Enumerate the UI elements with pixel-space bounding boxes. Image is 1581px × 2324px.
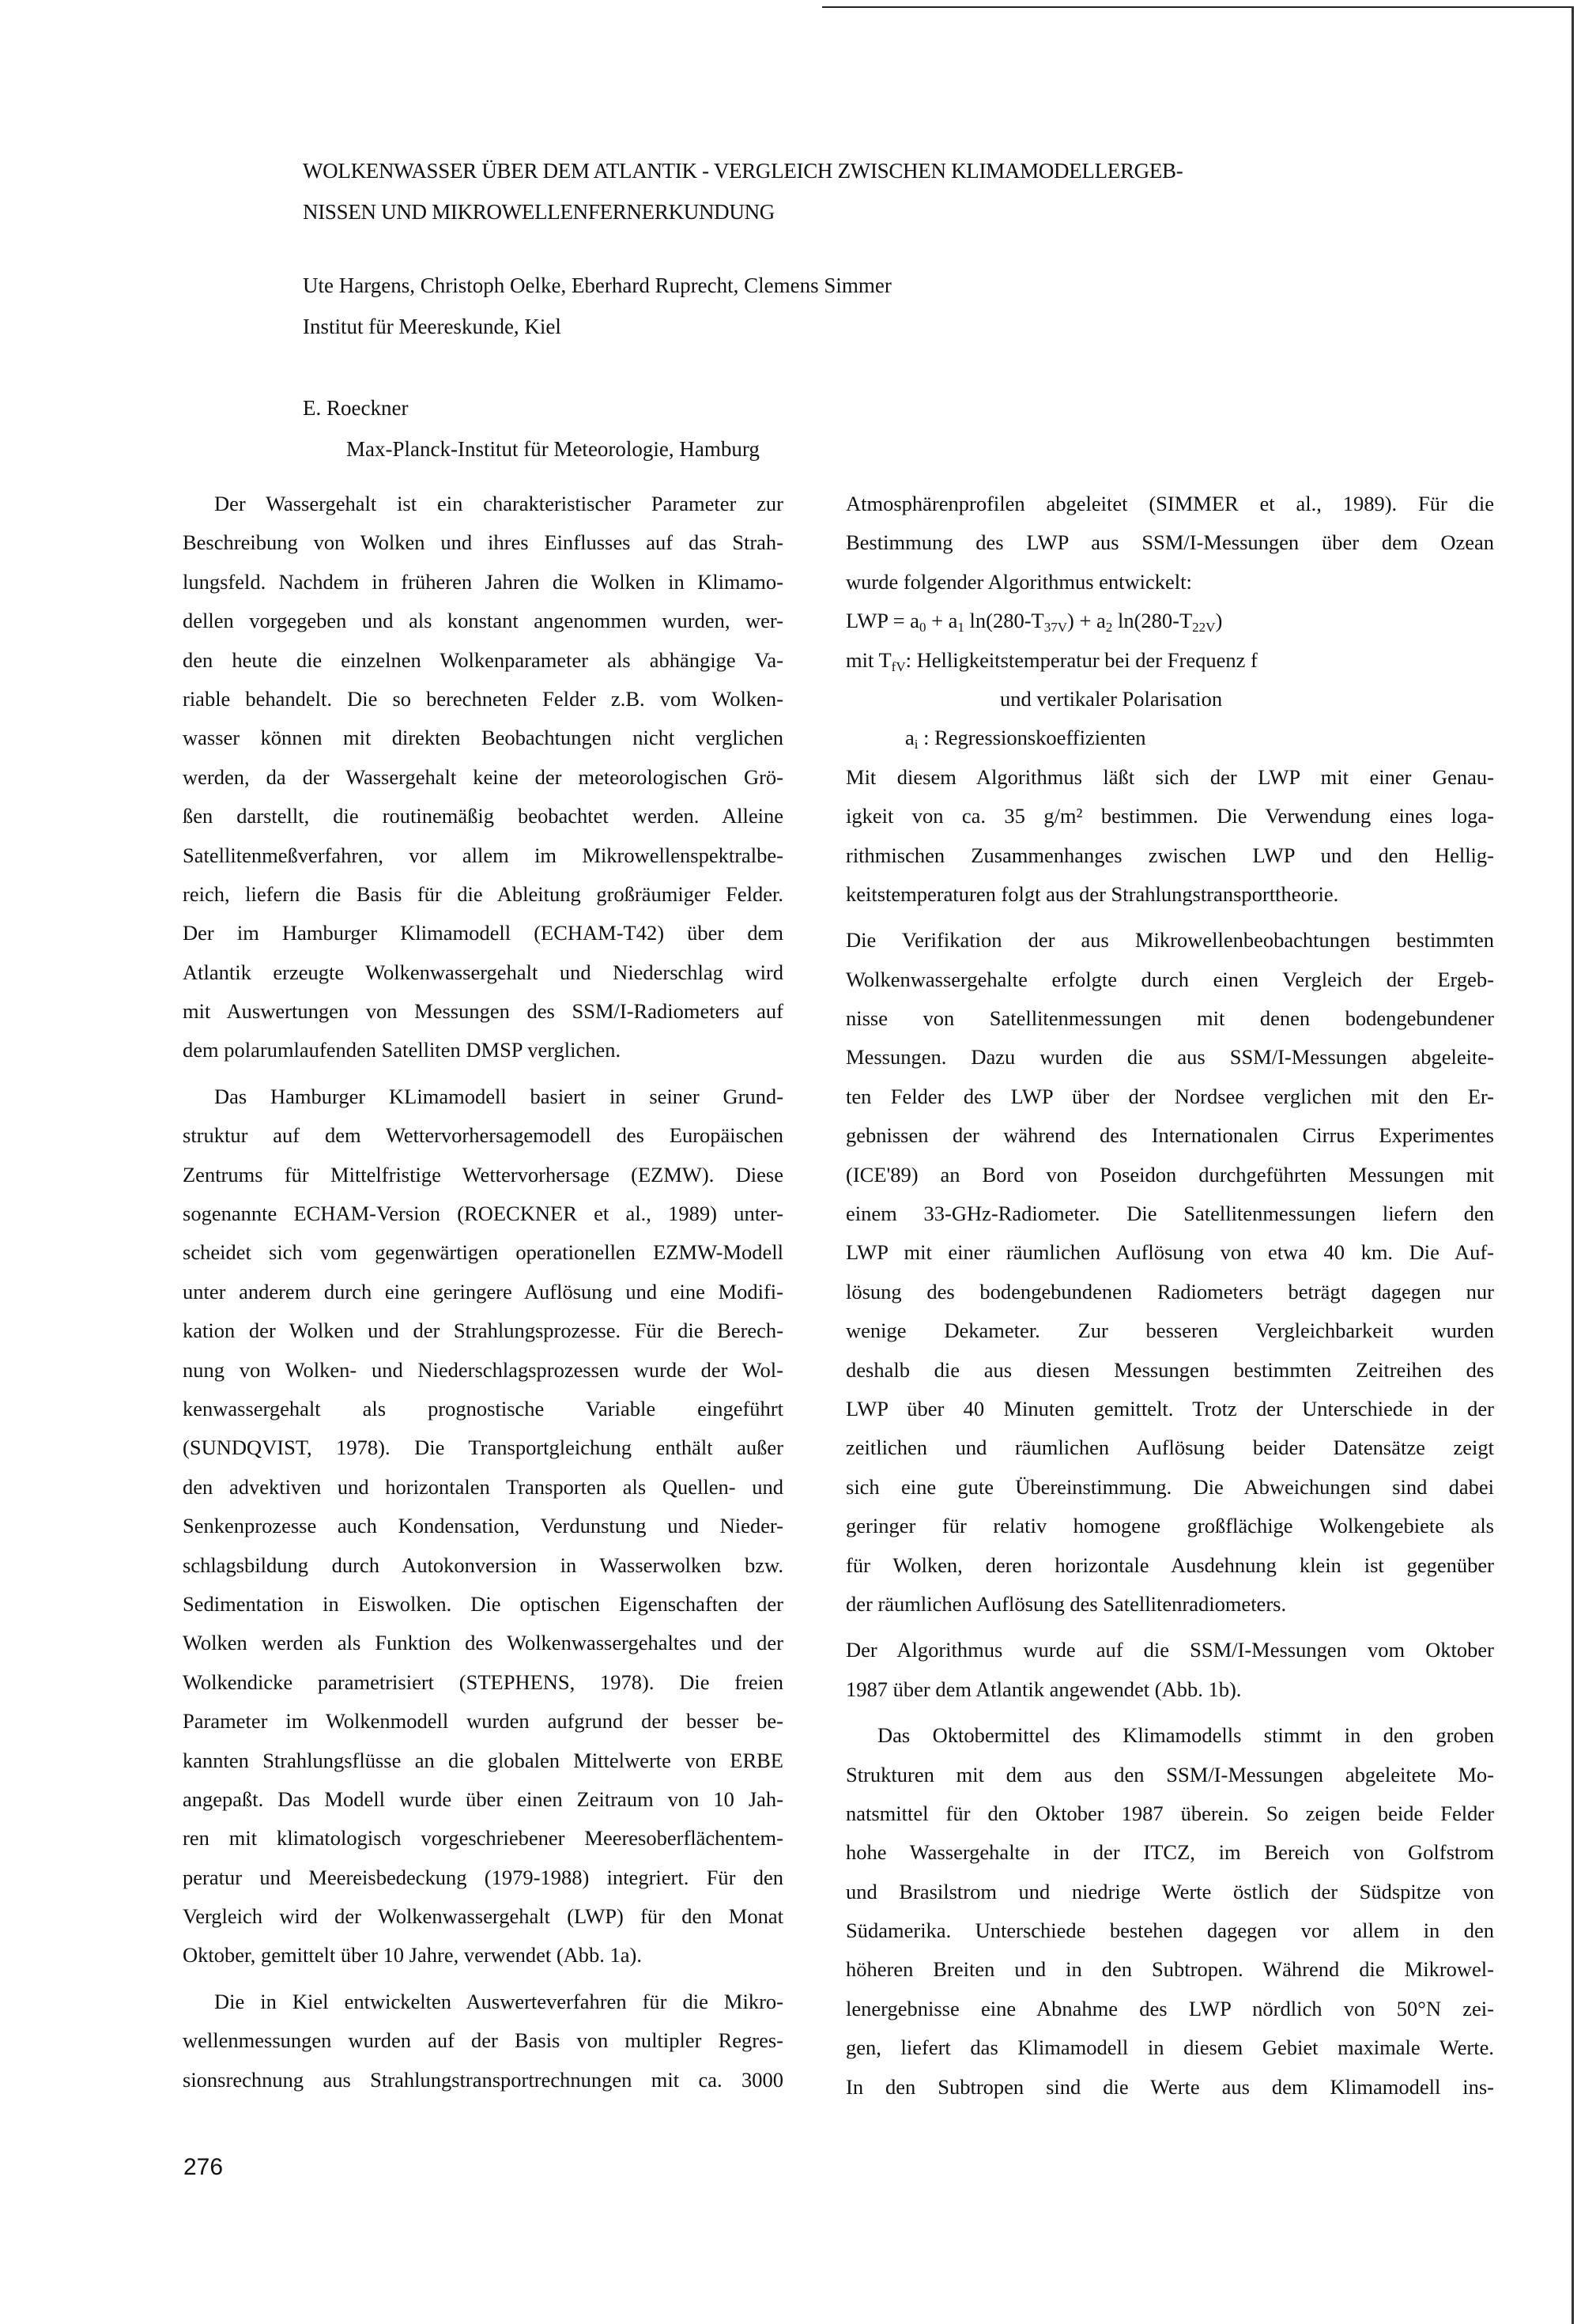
def-a-desc: : Regressionskoeffizienten	[918, 726, 1146, 750]
text-line: zeitlichen und räumlichen Auflösung beider Datensätze zeigt	[846, 1436, 1494, 1460]
text-line: sionsrechnung aus Strahlungstransportrechnungen mit ca. 3000	[183, 2067, 783, 2092]
text-line: natsmittel für den Oktober 1987 überein. So zeigen beide Felder	[846, 1801, 1494, 1825]
def-t-desc: : Helligkeitstemperatur bei der Frequenz f	[905, 647, 1258, 672]
text-line: kenwassergehalt als prognostische Variable eingeführt	[183, 1396, 783, 1420]
text-line: Vergleich wird der Wolkenwassergehalt (LWP) für den Monat	[183, 1904, 783, 1929]
text-line: Atlantik erzeugte Wolkenwassergehalt und Niederschlag wird	[183, 960, 783, 984]
def-mit: mit T	[846, 647, 892, 672]
eq-sub: 0	[919, 620, 926, 636]
eq-part: ln(280-T	[1112, 609, 1193, 633]
definition-t	[846, 641, 1494, 680]
text-line: ten Felder des LWP über der Nordsee verglichen mit den Er-	[846, 1084, 1494, 1108]
text-line: ßen darstellt, die routinemäßig beobachtet werden. Alleine	[183, 804, 783, 828]
text-line: sich eine gute Übereinstimmung. Die Abweichungen sind dabei	[846, 1474, 1494, 1499]
text-line: kation der Wolken und der Strahlungsprozesse. Für die Berech-	[183, 1319, 783, 1343]
eq-part: ln(280-T	[964, 609, 1044, 633]
text-line: Strukturen mit dem aus den SSM/I-Messungen abgeleitete Mo-	[846, 1762, 1494, 1786]
text-line: rithmischen Zusammenhanges zwischen LWP und den Hellig-	[846, 843, 1494, 867]
paragraph	[183, 1077, 783, 1975]
text-line: deshalb die aus diesen Messungen bestimmten Zeitreihen des	[846, 1357, 1494, 1382]
text-line: Der im Hamburger Klimamodell (ECHAM-T42) über dem	[183, 921, 783, 945]
text-line: werden, da der Wassergehalt keine der meteorologischen Grö-	[183, 764, 783, 789]
eq-part: ) + a	[1067, 609, 1106, 633]
eq-part: + a	[926, 609, 958, 633]
text-line: Der Algorithmus wurde auf die SSM/I-Messungen vom Oktober	[846, 1638, 1494, 1662]
text-line: und Brasilstrom und niedrige Werte östlich der Südspitze von	[846, 1879, 1494, 1903]
text-line: schlagsbildung durch Autokonversion in Wasserwolken bzw.	[183, 1552, 783, 1577]
text-line: Die in Kiel entwickelten Auswerteverfahren für die Mikro-	[214, 1989, 783, 2013]
paragraph	[846, 1631, 1494, 1709]
text-line: lösung des bodengebundenen Radiometers beträgt dagegen nur	[846, 1279, 1494, 1303]
text-line: reich, liefern die Basis für die Ableitung großräumiger Felder.	[183, 881, 783, 906]
text-line: igkeit von ca. 35 g/m² bestimmen. Die Verwendung eines loga-	[846, 804, 1494, 828]
text-line: LWP mit einer räumlichen Auflösung von etwa 40 km. Die Auf-	[846, 1240, 1494, 1265]
eq-sub: 22V	[1192, 620, 1216, 636]
text-line: wurde folgender Algorithmus entwickelt:	[846, 569, 1192, 594]
scan-edge-top	[822, 6, 1573, 8]
right-paragraphs	[846, 758, 1494, 2107]
text-line: Wolken werden als Funktion des Wolkenwassergehaltes und der	[183, 1631, 783, 1655]
text-line: Südamerika. Unterschiede bestehen dagegen vor allem in den	[846, 1918, 1494, 1943]
text-line: den heute die einzelnen Wolkenparameter als abhängige Va-	[183, 647, 783, 672]
text-line: peratur und Meereisbedeckung (1979-1988) integriert. Für den	[183, 1865, 783, 1889]
paragraph	[183, 485, 783, 1070]
text-line: Messungen. Dazu wurden die aus SSM/I-Messungen abgeleite-	[846, 1045, 1494, 1070]
text-line: den advektiven und horizontalen Transporten als Quellen- und	[183, 1474, 783, 1499]
text-line: 1987 über dem Atlantik angewendet (Abb. 1b).	[846, 1677, 1242, 1701]
title-line-1: WOLKENWASSER ÜBER DEM ATLANTIK - VERGLEICH ZWISCHEN KLIMAMODELLERGEB-	[303, 159, 1183, 183]
text-line: der räumlichen Auflösung des Satellitenradiometers.	[846, 1591, 1287, 1616]
text-line: riable behandelt. Die so berechneten Felder z.B. vom Wolken-	[183, 686, 783, 711]
text-line: wenige Dekameter. Zur besseren Vergleichbarkeit wurden	[846, 1319, 1494, 1343]
eq-part: )	[1215, 609, 1223, 633]
text-line: Das Hamburger KLimamodell basiert in seiner Grund-	[214, 1084, 783, 1108]
right-intro-paragraph	[846, 485, 1494, 602]
text-line: Oktober, gemittelt über 10 Jahre, verwendet (Abb. 1a).	[183, 1943, 643, 1967]
text-line: Wolkendicke parametrisiert (STEPHENS, 1978). Die freien	[183, 1669, 783, 1694]
def-t-sub: fV	[891, 658, 906, 674]
text-line: Wolkenwassergehalte erfolgte durch einen Vergleich der Ergeb-	[846, 967, 1494, 991]
text-line: (SUNDQVIST, 1978). Die Transportgleichung enthält außer	[183, 1436, 783, 1460]
definition-a	[846, 719, 1494, 757]
lwp-equation	[846, 602, 1494, 640]
text-line: hohe Wassergehalte in der ITCZ, im Bereich von Golfstrom	[846, 1840, 1494, 1865]
text-line: lenergebnisse eine Abnahme des LWP nördlich von 50°N zei-	[846, 1996, 1494, 2020]
right-column	[846, 485, 1494, 2114]
paragraph	[846, 1716, 1494, 2107]
text-line: mit Auswertungen von Messungen des SSM/I-Radiometers auf	[183, 999, 783, 1024]
text-line: Der Wassergehalt ist ein charakteristischer Parameter zur	[214, 492, 783, 515]
eq-sub: 2	[1105, 620, 1113, 636]
text-line: Satellitenmeßverfahren, vor allem im Mikrowellenspektralbe-	[183, 843, 783, 867]
text-line: keitstemperaturen folgt aus der Strahlungstransporttheorie.	[846, 881, 1339, 906]
second-author-institute: Max-Planck-Institut für Meteorologie, Hamburg	[346, 437, 760, 461]
eq-part: LWP = a	[846, 609, 919, 633]
text-line: Die Verifikation der aus Mikrowellenbeobachtungen bestimmten	[846, 928, 1494, 953]
eq-sub: 1	[957, 620, 964, 636]
text-line: kannten Strahlungsflüsse an die globalen Mittelwerte von ERBE	[183, 1748, 783, 1772]
text-line: wasser können mit direkten Beobachtungen nicht verglichen	[183, 726, 783, 750]
text-line: Sedimentation in Eiswolken. Die optischen Eigenschaften der	[183, 1591, 783, 1616]
text-line: In den Subtropen sind die Werte aus dem Klimamodell ins-	[846, 2074, 1494, 2099]
page-number: 276	[183, 2154, 224, 2180]
text-line: Parameter im Wolkenmodell wurden aufgrund der besser be-	[183, 1709, 783, 1734]
text-line: Senkenprozesse auch Kondensation, Verdunstung und Nieder-	[183, 1514, 783, 1538]
text-line: LWP über 40 Minuten gemittelt. Trotz der Unterschiede in der	[846, 1396, 1494, 1420]
text-line: wellenmessungen wurden auf der Basis von multipler Regres-	[183, 2028, 783, 2053]
def-a: a	[905, 726, 915, 750]
text-line: (ICE'89) an Bord von Poseidon durchgeführten Messungen mit	[846, 1162, 1494, 1187]
text-line: gebnissen der während des Internationalen Cirrus Experimentes	[846, 1123, 1494, 1148]
text-line: Beschreibung von Wolken und ihres Einflusses auf das Strah-	[183, 530, 783, 555]
text-line: geringer für relativ homogene großflächige Wolkengebiete als	[846, 1514, 1494, 1538]
text-line: dellen vorgegeben und als konstant angenommen wurden, wer-	[183, 609, 783, 633]
left-column	[183, 485, 783, 2107]
text-line: lungsfeld. Nachdem in früheren Jahren die Wolken in Klimamo-	[183, 569, 783, 594]
text-line: angepaßt. Das Modell wurde über einen Zeitraum von 10 Jah-	[183, 1786, 783, 1811]
text-line: Das Oktobermittel des Klimamodells stimmt in den groben	[877, 1723, 1494, 1748]
paragraph	[846, 758, 1494, 915]
definition-t-cont: und vertikaler Polarisation	[1000, 686, 1223, 711]
text-line: nisse von Satellitenmessungen mit denen bodengebundener	[846, 1006, 1494, 1031]
text-line: unter anderem durch eine geringere Auflösung und eine Modifi-	[183, 1279, 783, 1303]
text-line: gen, liefert das Klimamodell in diesem Gebiet maximale Werte.	[846, 2035, 1494, 2060]
paper-title	[303, 150, 1183, 232]
paragraph	[183, 1983, 783, 2100]
eq-sub: 37V	[1043, 620, 1068, 636]
title-line-2: NISSEN UND MIKROWELLENFERNERKUNDUNG	[303, 200, 775, 224]
author-block	[303, 265, 892, 347]
second-author-name: E. Roeckner	[303, 396, 409, 420]
text-line: Bestimmung des LWP aus SSM/I-Messungen über dem Ozean	[846, 530, 1494, 555]
text-line: höheren Breiten und in den Subtropen. Während die Mikrowel-	[846, 1957, 1494, 1982]
text-line: ren mit klimatologisch vorgeschriebener Meeresoberflächentem-	[183, 1826, 783, 1851]
text-line: nung von Wolken- und Niederschlagsprozessen wurde der Wol-	[183, 1357, 783, 1382]
scan-edge-right	[1572, 6, 1574, 2324]
author-institute: Institut für Meereskunde, Kiel	[303, 315, 561, 338]
second-author-block	[303, 387, 760, 470]
text-line: sogenannte ECHAM-Version (ROECKNER et al., 1989) unter-	[183, 1202, 783, 1226]
text-line: Mit diesem Algorithmus läßt sich der LWP mit einer Genau-	[846, 764, 1494, 789]
text-line: Atmosphärenprofilen abgeleitet (SIMMER et al., 1989). Für die	[846, 492, 1494, 515]
text-line: dem polarumlaufenden Satelliten DMSP verglichen.	[183, 1038, 621, 1062]
text-line: einem 33-GHz-Radiometer. Die Satellitenmessungen liefern den	[846, 1202, 1494, 1226]
text-line: struktur auf dem Wettervorhersagemodell des Europäischen	[183, 1123, 783, 1148]
author-names: Ute Hargens, Christoph Oelke, Eberhard Ruprecht, Clemens Simmer	[303, 274, 892, 297]
paragraph	[846, 921, 1494, 1624]
def-a-sub: i	[914, 737, 919, 753]
text-line: Zentrums für Mittelfristige Wettervorhersage (EZMW). Diese	[183, 1162, 783, 1187]
text-line: scheidet sich vom gegenwärtigen operationellen EZMW-Modell	[183, 1240, 783, 1265]
text-line: für Wolken, deren horizontale Ausdehnung klein ist gegenüber	[846, 1552, 1494, 1577]
